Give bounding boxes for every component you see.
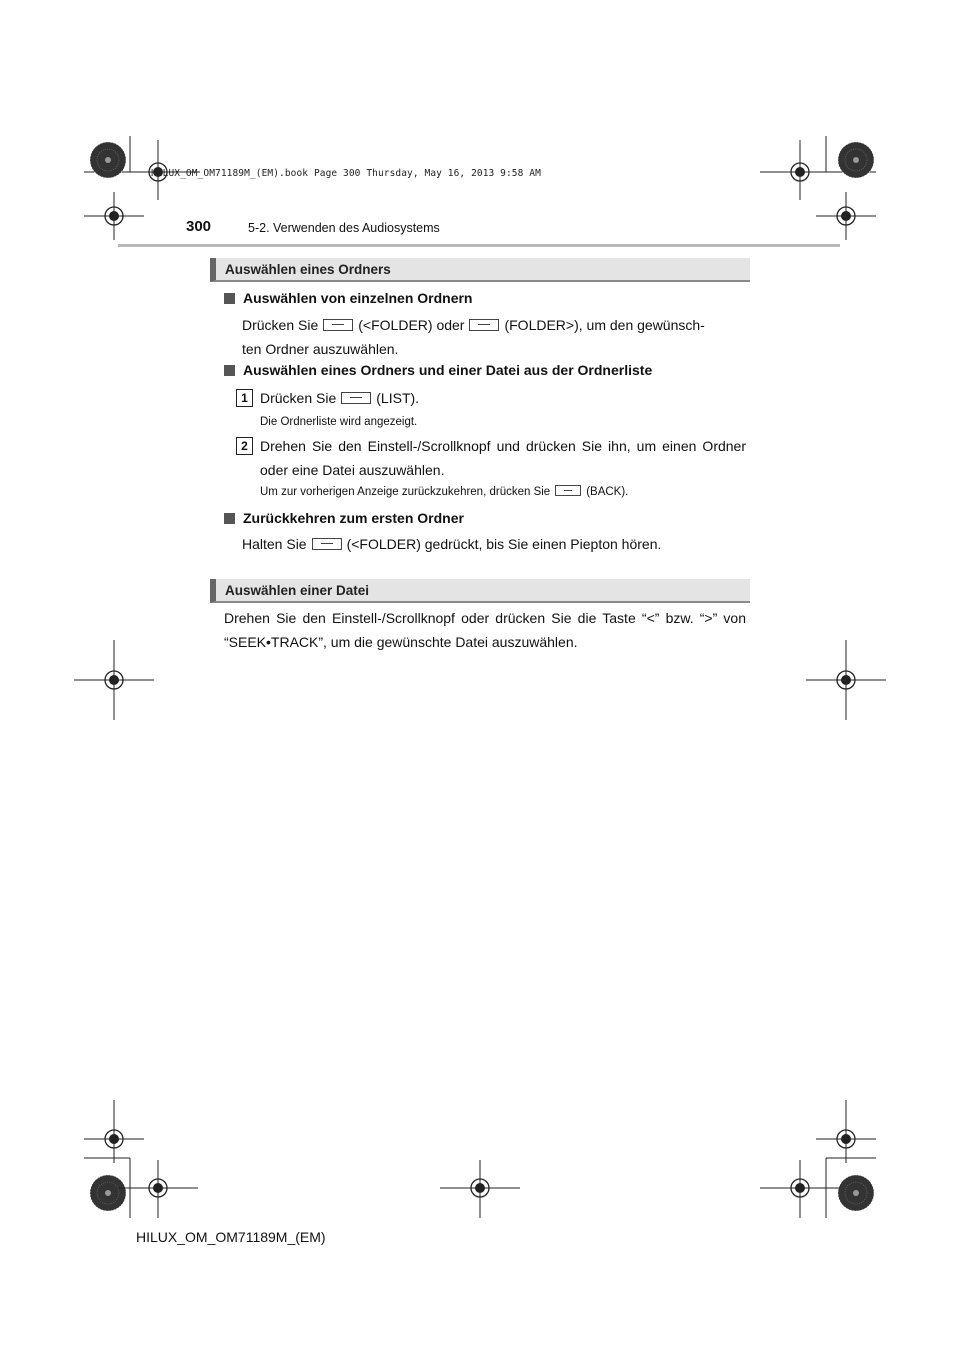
text: (<FOLDER) gedrückt, bis Sie einen Piepton hören. bbox=[346, 536, 662, 552]
subheading-text: Auswählen eines Ordners und einer Datei aus der Ordnerliste bbox=[243, 362, 653, 378]
note: Die Ordnerliste wird angezeigt. bbox=[260, 416, 418, 428]
text: Um zur vorherigen Anzeige zurückzukehren, drücken Sie bbox=[260, 486, 551, 498]
subheading bbox=[224, 362, 652, 378]
text: ten Ordner auszuwählen. bbox=[242, 341, 399, 357]
button-icon bbox=[469, 319, 499, 331]
text: (BACK). bbox=[586, 486, 629, 498]
section-title: Auswählen eines Ordners bbox=[225, 262, 391, 277]
section-heading-folder bbox=[210, 258, 750, 282]
bullet-square-icon bbox=[224, 513, 235, 524]
note bbox=[260, 486, 628, 498]
paragraph bbox=[242, 313, 746, 361]
paragraph: Drehen Sie den Einstell-/Scrollknopf oder drücken Sie die Taste “<” bzw. “>” von “SEEK•TRACK”, um die gewünschte Datei auszuwählen. bbox=[224, 610, 746, 650]
subheading bbox=[224, 290, 472, 306]
text: (FOLDER>), um den gewünsch- bbox=[504, 317, 705, 333]
step-number: 1 bbox=[236, 389, 253, 407]
paragraph bbox=[242, 532, 746, 556]
print-header: HILUX_OM_OM71189M_(EM).book Page 300 Thursday, May 16, 2013 9:58 AM bbox=[151, 168, 541, 179]
subheading-text: Zurückkehren zum ersten Ordner bbox=[243, 510, 464, 526]
page-number: 300 bbox=[186, 218, 212, 235]
button-icon bbox=[341, 392, 371, 404]
text: (LIST). bbox=[376, 390, 420, 406]
subheading bbox=[224, 510, 464, 526]
bullet-square-icon bbox=[224, 293, 235, 304]
header-rule bbox=[118, 244, 840, 247]
text: (<FOLDER) oder bbox=[358, 317, 465, 333]
subheading-text: Auswählen von einzelnen Ordnern bbox=[243, 290, 473, 306]
text: Drücken Sie bbox=[260, 390, 337, 406]
button-icon bbox=[312, 538, 342, 550]
chapter-title: 5-2. Verwenden des Audiosystems bbox=[248, 221, 440, 235]
step-number: 2 bbox=[236, 437, 253, 455]
text: Halten Sie bbox=[242, 536, 307, 552]
step-text bbox=[260, 386, 746, 410]
footer-doc-id: HILUX_OM_OM71189M_(EM) bbox=[136, 1229, 326, 1245]
step-text: Drehen Sie den Einstell-/Scrollknopf und drücken Sie ihn, um einen Ordner oder eine Datei auszuwählen. bbox=[260, 438, 746, 478]
section-title: Auswählen einer Datei bbox=[225, 583, 370, 598]
button-icon bbox=[555, 485, 581, 496]
button-icon bbox=[323, 319, 353, 331]
bullet-square-icon bbox=[224, 365, 235, 376]
text: Drücken Sie bbox=[242, 317, 319, 333]
section-heading-file bbox=[210, 579, 750, 603]
